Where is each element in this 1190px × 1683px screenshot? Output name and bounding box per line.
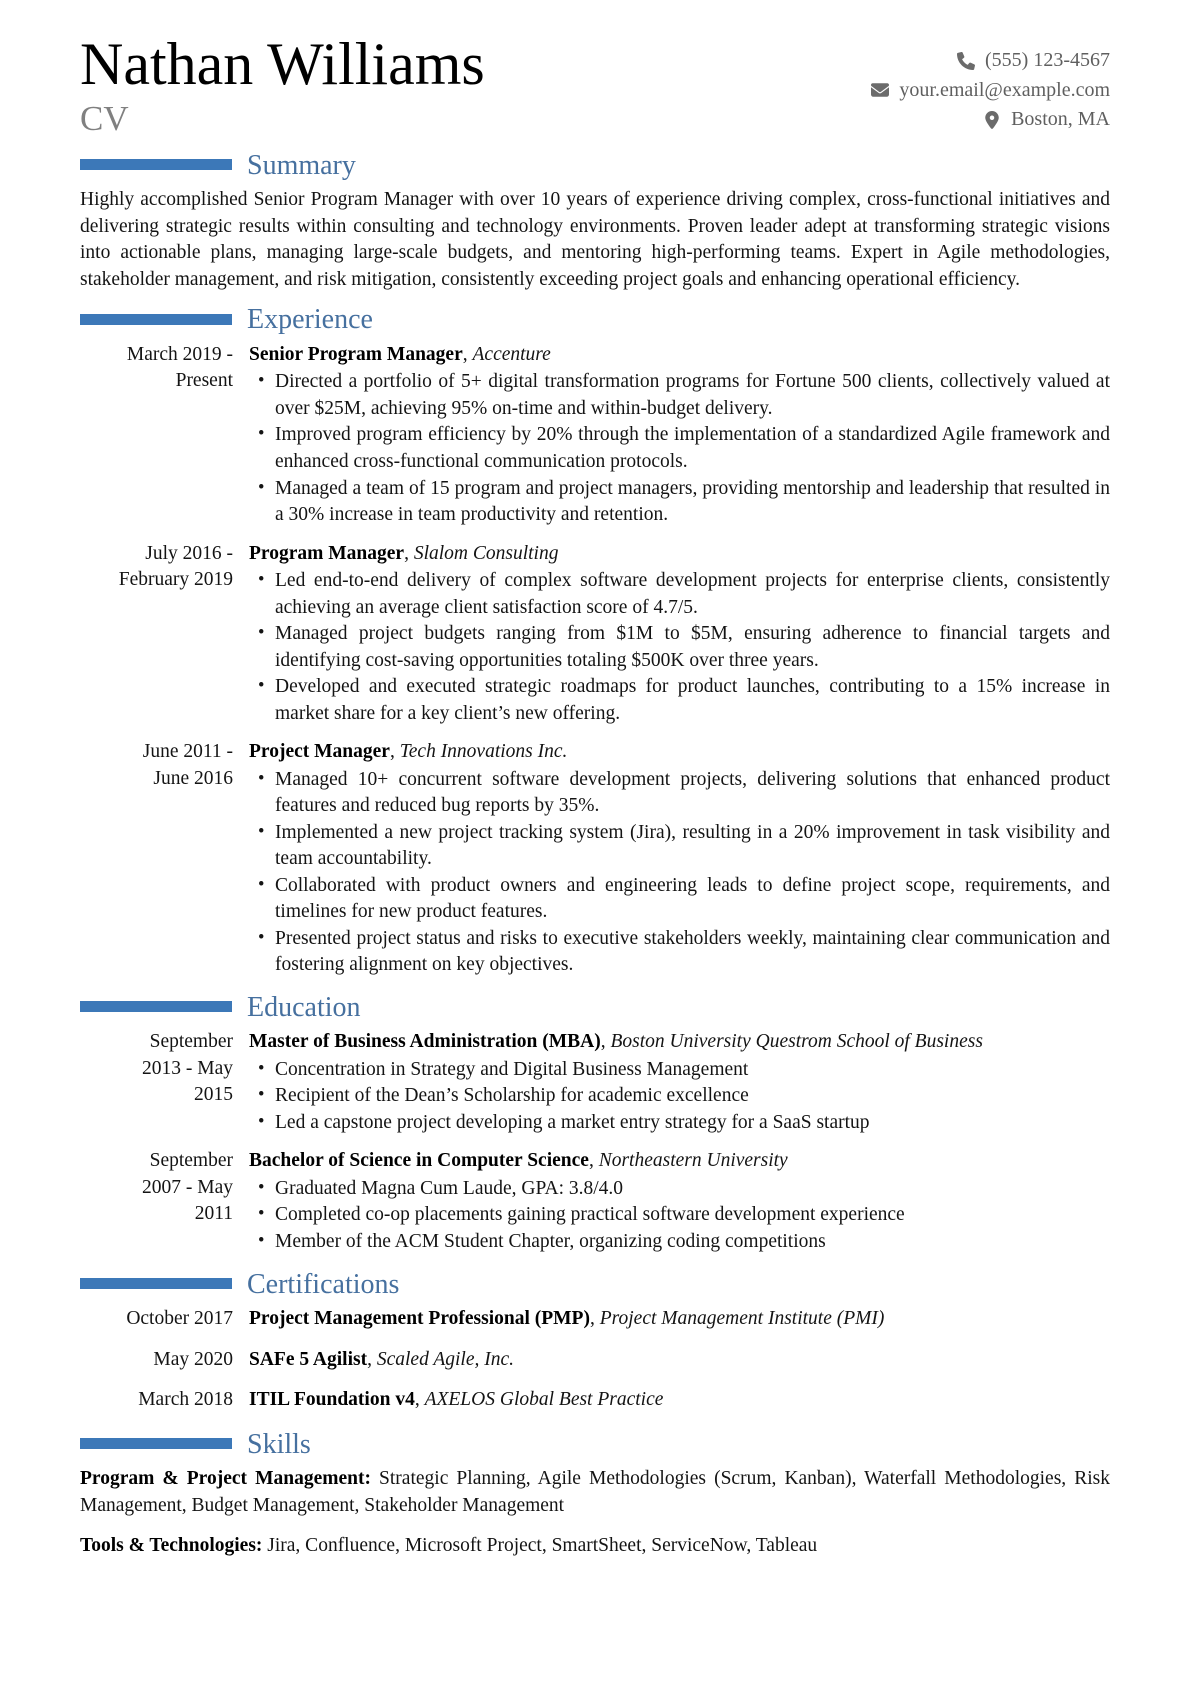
bullet-item: • Led a capstone project developing a market entry strategy for a SaaS startup bbox=[255, 1110, 1110, 1137]
skill-group-items: Strategic Planning, Agile Methodologies (Scrum, Kanban), Waterfall Methodologies, Risk Management, Budget Management, Stakeholder Management bbox=[80, 1468, 1110, 1516]
entry-content bbox=[249, 739, 1110, 979]
identity-block bbox=[80, 31, 485, 139]
date-line: 2015 bbox=[194, 1084, 233, 1106]
entry-content bbox=[249, 1148, 1110, 1255]
entry-content bbox=[249, 1347, 1110, 1374]
section-divider-bar bbox=[80, 159, 232, 170]
phone-icon bbox=[957, 52, 975, 70]
bullet-item: • Managed project budgets ranging from $1M to $5M, ensuring adherence to financial targets and identifying cost-saving opportunities totaling $500K over three years. bbox=[255, 621, 1110, 674]
certification-line bbox=[249, 1306, 1110, 1333]
bullet-item: • Implemented a new project tracking system (Jira), resulting in a 20% improvement in task visibility and team accountability. bbox=[255, 820, 1110, 873]
separator: , bbox=[462, 343, 468, 365]
location-text: Boston, MA bbox=[1011, 108, 1110, 131]
email-address: your.email@example.com bbox=[899, 78, 1110, 101]
school-name: Northeastern University bbox=[598, 1150, 788, 1172]
company-name: Tech Innovations Inc. bbox=[399, 741, 568, 763]
company-name: Accenture bbox=[472, 343, 551, 365]
entry-dates bbox=[80, 1029, 233, 1136]
bullet-item: • Graduated Magna Cum Laude, GPA: 3.8/4.0 bbox=[255, 1176, 1110, 1203]
section-title-summary: Summary bbox=[247, 149, 356, 181]
separator: , bbox=[588, 1150, 594, 1172]
entry-content bbox=[249, 1306, 1110, 1333]
bullet-item: • Concentration in Strategy and Digital Business Management bbox=[255, 1057, 1110, 1084]
section-title-education: Education bbox=[247, 991, 361, 1023]
section-header-summary bbox=[80, 149, 1110, 183]
date-line: February 2019 bbox=[118, 569, 233, 591]
entry-content bbox=[249, 541, 1110, 728]
certification-entry bbox=[80, 1306, 1110, 1333]
document-subtitle: CV bbox=[80, 99, 129, 139]
experience-entry bbox=[80, 739, 1110, 979]
entry-dates bbox=[80, 1387, 233, 1414]
bullet-item: • Collaborated with product owners and engineering leads to define project scope, requirements, and timelines for new product features. bbox=[255, 873, 1110, 926]
bullet-item: • Managed 10+ concurrent software development projects, delivering solutions that enhanced product features and reduced bug reports by 35%. bbox=[255, 767, 1110, 820]
date-line: 2013 - May bbox=[142, 1057, 233, 1079]
contact-email bbox=[871, 76, 1110, 106]
entry-dates bbox=[80, 1347, 233, 1374]
phone-number: (555) 123-4567 bbox=[985, 49, 1110, 71]
summary-paragraph: Highly accomplished Senior Program Manager with over 10 years of experience driving complex, cross-functional initiatives and delivering strategic results within consulting and technology environments. Proven leader adept at transforming strategic visions into actionable plans, managing large-scale budgets, and mentoring high-performing teams. Expert in Agile methodologies, stakeholder management, and risk mitigation, consistently exceeding project goals and enhancing operational efficiency. bbox=[80, 189, 1110, 290]
certification-entry bbox=[80, 1347, 1110, 1374]
entry-dates bbox=[80, 739, 233, 979]
bullet-item: • Developed and executed strategic roadmaps for product launches, contributing to a 15% increase in market share for a key client’s new offering. bbox=[255, 674, 1110, 727]
skill-group-label: Tools & Technologies: bbox=[80, 1535, 263, 1557]
section-header-education bbox=[80, 991, 1110, 1025]
separator: , bbox=[404, 542, 409, 564]
bullet-list bbox=[249, 369, 1110, 528]
date-line: June 2011 - bbox=[142, 741, 233, 763]
date-line: March 2018 bbox=[138, 1389, 233, 1411]
degree-line bbox=[249, 1029, 1110, 1056]
experience-entry bbox=[80, 541, 1110, 728]
job-title: Senior Program Manager bbox=[249, 343, 463, 365]
envelope-icon bbox=[871, 81, 889, 99]
date-line: October 2017 bbox=[126, 1308, 233, 1330]
bullet-item: • Presented project status and risks to executive stakeholders weekly, maintaining clear communication and fostering alignment on key objectives. bbox=[255, 926, 1110, 979]
location-pin-icon bbox=[983, 111, 1001, 129]
certification-name: Project Management Professional (PMP) bbox=[249, 1308, 590, 1330]
entry-dates bbox=[80, 342, 233, 529]
separator: , bbox=[389, 741, 395, 763]
entry-dates bbox=[80, 1148, 233, 1255]
separator: , bbox=[367, 1348, 372, 1370]
entry-dates bbox=[80, 1306, 233, 1333]
contact-location bbox=[871, 105, 1110, 135]
person-name: Nathan Williams bbox=[80, 31, 485, 97]
separator: , bbox=[589, 1308, 595, 1330]
date-line: June 2016 bbox=[153, 767, 233, 789]
certification-entry bbox=[80, 1387, 1110, 1414]
entry-content bbox=[249, 1387, 1110, 1414]
contact-block bbox=[871, 46, 1110, 135]
date-line: March 2019 - bbox=[126, 343, 233, 365]
section-divider-bar bbox=[80, 1278, 232, 1289]
skill-group bbox=[80, 1533, 1110, 1560]
certification-name: ITIL Foundation v4 bbox=[249, 1389, 415, 1411]
education-entry bbox=[80, 1029, 1110, 1136]
bullet-item: • Member of the ACM Student Chapter, organizing coding competitions bbox=[255, 1229, 1110, 1256]
role-line bbox=[249, 342, 1110, 369]
bullet-item: • Led end-to-end delivery of complex software development projects for enterprise clients, consistently achieving an average client satisfaction score of 4.7/5. bbox=[255, 568, 1110, 621]
section-divider-bar bbox=[80, 1438, 232, 1449]
certification-line bbox=[249, 1387, 1110, 1414]
certification-line bbox=[249, 1347, 1110, 1374]
section-title-skills: Skills bbox=[247, 1428, 311, 1460]
separator: , bbox=[414, 1389, 420, 1411]
role-line bbox=[249, 541, 1110, 568]
bullet-list bbox=[249, 1176, 1110, 1256]
separator: , bbox=[600, 1031, 606, 1053]
degree-title: Bachelor of Science in Computer Science bbox=[249, 1150, 589, 1172]
role-line bbox=[249, 739, 1110, 766]
entry-content bbox=[249, 1029, 1110, 1136]
document-header bbox=[80, 31, 1110, 139]
degree-line bbox=[249, 1148, 1110, 1175]
experience-entry bbox=[80, 342, 1110, 529]
skill-group-items: Jira, Confluence, Microsoft Project, SmartSheet, ServiceNow, Tableau bbox=[267, 1535, 818, 1557]
date-line: July 2016 - bbox=[145, 542, 233, 564]
bullet-list bbox=[249, 1057, 1110, 1137]
section-divider-bar bbox=[80, 1001, 232, 1012]
school-name: Boston University Questrom School of Business bbox=[610, 1031, 983, 1053]
bullet-item: • Completed co-op placements gaining practical software development experience bbox=[255, 1202, 1110, 1229]
date-line: 2011 bbox=[194, 1203, 233, 1225]
date-line: September bbox=[149, 1031, 233, 1053]
date-line: May 2020 bbox=[153, 1348, 233, 1370]
section-title-certifications: Certifications bbox=[247, 1268, 400, 1300]
bullet-item: • Directed a portfolio of 5+ digital transformation programs for Fortune 500 clients, collectively valued at over $25M, achieving 95% on-time and within-budget delivery. bbox=[255, 369, 1110, 422]
section-divider-bar bbox=[80, 314, 232, 325]
bullet-list bbox=[249, 568, 1110, 727]
skill-group-label: Program & Project Management: bbox=[80, 1468, 371, 1490]
bullet-item: • Improved program efficiency by 20% through the implementation of a standardized Agile framework and enhanced cross-functional communication protocols. bbox=[255, 422, 1110, 475]
skill-group bbox=[80, 1466, 1110, 1519]
certification-issuer: AXELOS Global Best Practice bbox=[424, 1389, 664, 1411]
contact-phone bbox=[871, 46, 1110, 76]
bullet-item: • Recipient of the Dean’s Scholarship for academic excellence bbox=[255, 1083, 1110, 1110]
job-title: Program Manager bbox=[249, 542, 405, 564]
date-line: 2007 - May bbox=[142, 1176, 233, 1198]
entry-dates bbox=[80, 541, 233, 728]
entry-content bbox=[249, 342, 1110, 529]
job-title: Project Manager bbox=[249, 741, 390, 763]
certification-name: SAFe 5 Agilist bbox=[249, 1348, 368, 1370]
education-entry bbox=[80, 1148, 1110, 1255]
date-line: September bbox=[149, 1150, 233, 1172]
section-title-experience: Experience bbox=[247, 304, 373, 336]
section-header-skills bbox=[80, 1428, 1110, 1462]
section-header-experience bbox=[80, 303, 1110, 337]
certification-issuer: Scaled Agile, Inc. bbox=[376, 1348, 515, 1370]
section-header-certifications bbox=[80, 1268, 1110, 1302]
bullet-item: • Managed a team of 15 program and project managers, providing mentorship and leadership that resulted in a 30% increase in team productivity and retention. bbox=[255, 476, 1110, 529]
degree-title: Master of Business Administration (MBA) bbox=[249, 1031, 601, 1053]
company-name: Slalom Consulting bbox=[413, 542, 559, 564]
bullet-list bbox=[249, 767, 1110, 979]
date-line: Present bbox=[175, 370, 233, 392]
certification-issuer: Project Management Institute (PMI) bbox=[599, 1308, 885, 1330]
